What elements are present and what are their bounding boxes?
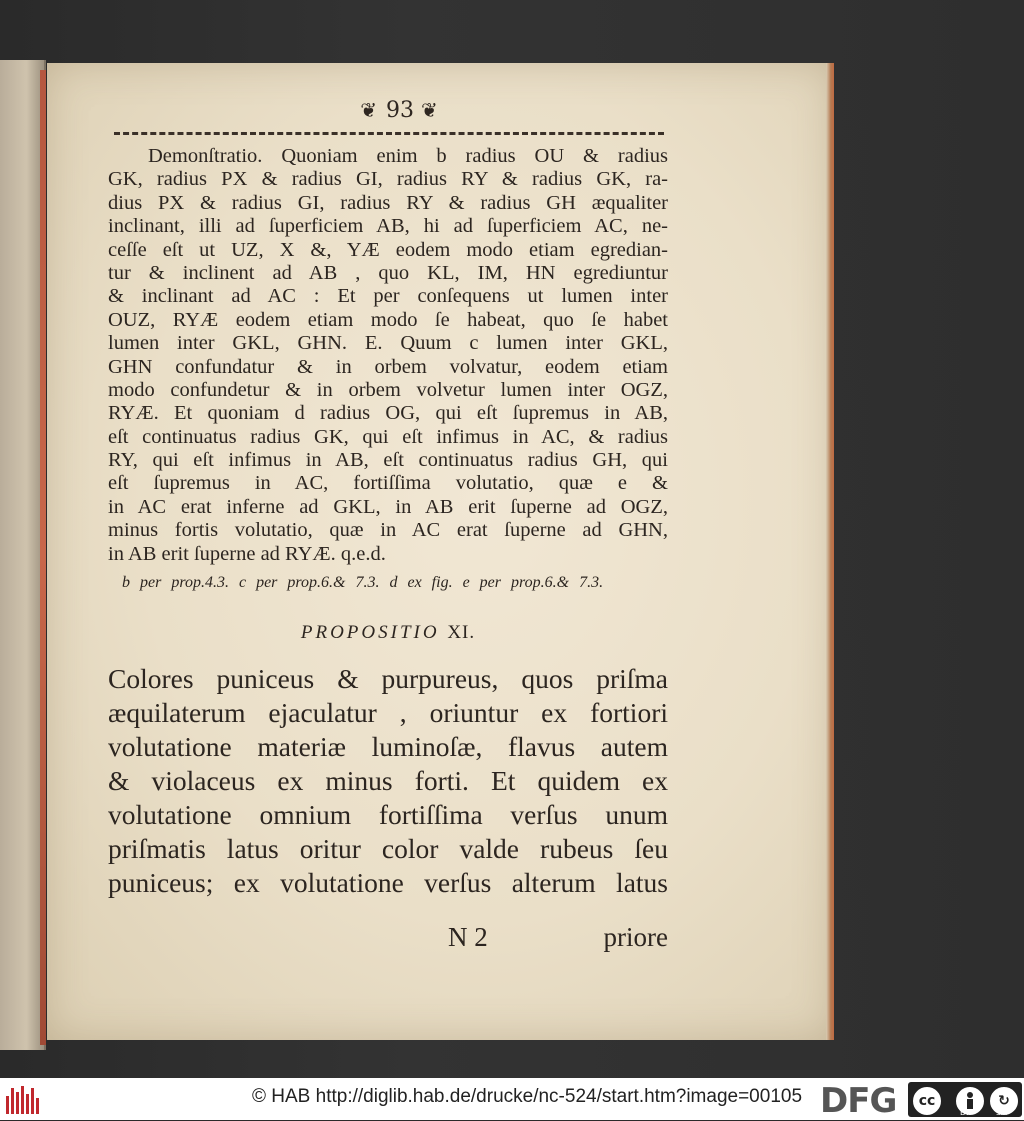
hab-logo-icon [6,1084,44,1114]
text-line: OUZ, RYÆ eodem etiam modo ſe habeat, quo ſe habet [108,308,668,331]
text-line: eſt continuatus radius GK, qui eſt infimus in AC, & radius [108,425,668,448]
dfg-logo: DFG [820,1081,897,1121]
text-line: & inclinant ad AC : Et per conſequens ut lumen inter [108,285,668,308]
header-rule [114,132,664,135]
proposition-line: volutatione materiæ luminoſæ, flavus autem [108,731,668,763]
text-line: minus fortis volutatio, quæ in AC erat ſuperne ad GHN, [108,519,668,542]
by-label: BY [960,1108,970,1117]
page-right-edge [826,63,834,1040]
page-edge-red [40,70,46,1045]
signature-mark: N 2 [448,922,488,952]
catchword: priore [603,922,668,952]
proposition-line: Colores puniceus & purpureus, quos priſma [108,663,668,695]
proposition-heading [108,618,668,648]
header-ornament-left: ❦ [360,98,379,122]
cc-icon: cc [911,1085,943,1117]
text-line: inclinant, illi ad ſuperficiem AB, hi ad ſuperficiem AC, ne- [108,215,668,238]
share-alike-icon: ↻ [988,1085,1020,1117]
proposition-line: volutatione omnium fortiſſima verſus unum [108,799,668,831]
text-line: dius PX & radius GI, radius RY & radius GH æqualiter [108,191,668,214]
page-foot [108,922,668,958]
text-line: RYÆ. Et quoniam d radius OG, qui eſt ſupremus in AB, [108,402,668,425]
text-line: tur & inclinent ad AB , quo KL, IM, HN egrediuntur [108,261,668,284]
text-line: in AB erit ſuperne ad RYÆ. q.e.d. [108,542,386,565]
proposition-line: & violaceus ex minus forti. Et quidem ex [108,765,668,797]
proposition-line: æquilaterum ejaculatur , oriuntur ex fortiori [108,697,668,729]
proposition-number: XI. [447,622,476,644]
text-line: modo confundetur & in orbem volvetur lumen inter OGZ, [108,378,668,401]
text-line: eſt ſupremus in AC, fortiſſima volutatio, quæ e & [108,472,668,495]
text-line: GK, radius PX & radius GI, radius RY & radius GK, ra- [108,168,668,191]
text-line: in AC erat inferne ad GKL, in AB erit ſuperne ad OGZ, [108,495,668,518]
text-line: RY, qui eſt infimus in AB, eſt continuatus radius GH, qui [108,449,668,472]
proposition-title: PROPOSITIO [300,622,440,644]
page-header [330,98,470,130]
page-text [108,145,668,900]
proposition-line: puniceus; ex volutatione verſus alterum latus [108,867,668,899]
cc-license-badge[interactable] [908,1082,1022,1117]
footnote: b per prop.4.3. c per prop.6.& 7.3. d ex fig. e per prop.6.& 7.3. [122,574,604,592]
footer-bar [0,1078,1024,1120]
text-line: ceſſe eſt ut UZ, X &, YÆ eodem modo etiam egredian- [108,238,668,261]
proposition-line: priſmatis latus oritur color valde rubeus ſeu [108,833,668,865]
text-line: lumen inter GKL, GHN. E. Quum c lumen inter GKL, [108,332,668,355]
text-line: GHN confundatur & in orbem volvatur, eodem etiam [108,355,668,378]
sa-label: SA [996,1108,1007,1117]
page-number: 93 [386,98,414,123]
by-attribution-icon [954,1085,986,1117]
copyright-link[interactable]: © HAB http://diglib.hab.de/drucke/nc-524/start.htm?image=00105 [252,1086,803,1107]
header-ornament-right: ❦ [421,98,440,122]
text-line: Demonſtratio. Quoniam enim b radius OU & radius [148,145,668,167]
